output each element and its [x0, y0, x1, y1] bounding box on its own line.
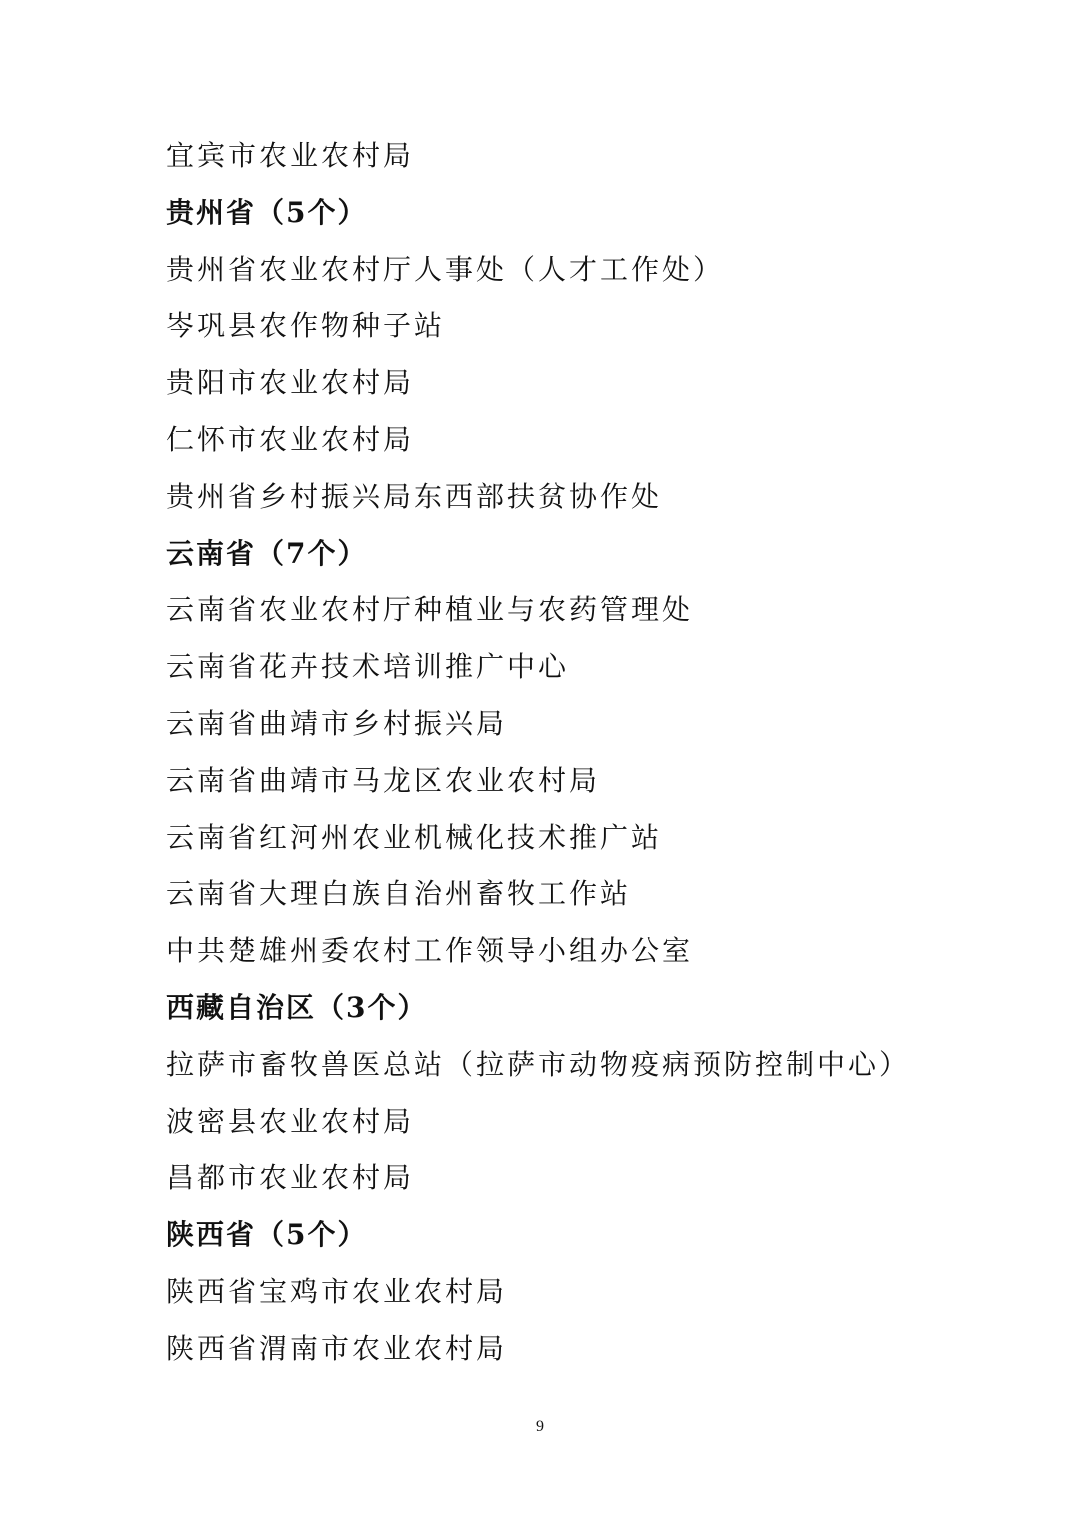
organization-entry: 波密县农业农村局	[166, 1105, 415, 1138]
province-heading: 西藏自治区（3个）	[166, 991, 428, 1024]
organization-entry: 云南省曲靖市马龙区农业农村局	[166, 764, 601, 797]
organization-entry: 云南省红河州农业机械化技术推广站	[166, 821, 663, 854]
organization-entry: 中共楚雄州委农村工作领导小组办公室	[166, 934, 694, 967]
organization-entry: 贵阳市农业农村局	[166, 366, 415, 399]
province-heading: 贵州省（5个）	[166, 196, 368, 229]
organization-entry: 拉萨市畜牧兽医总站（拉萨市动物疫病预防控制中心）	[166, 1048, 911, 1081]
organization-entry: 陕西省渭南市农业农村局	[166, 1332, 508, 1365]
organization-entry: 云南省花卉技术培训推广中心	[166, 650, 570, 683]
organization-entry: 仁怀市农业农村局	[166, 423, 415, 456]
province-heading: 云南省（7个）	[166, 537, 368, 570]
organization-entry: 云南省大理白族自治州畜牧工作站	[166, 877, 632, 910]
organization-entry: 宜宾市农业农村局	[166, 139, 415, 172]
organization-entry: 贵州省农业农村厅人事处（人才工作处）	[166, 253, 725, 286]
organization-entry: 陕西省宝鸡市农业农村局	[166, 1275, 508, 1308]
organization-entry: 岑巩县农作物种子站	[166, 309, 446, 342]
organization-entry: 贵州省乡村振兴局东西部扶贫协作处	[166, 480, 663, 513]
organization-entry: 昌都市农业农村局	[166, 1161, 415, 1194]
organization-entry: 云南省农业农村厅种植业与农药管理处	[166, 593, 694, 626]
province-heading: 陕西省（5个）	[166, 1218, 368, 1251]
page-number: 9	[536, 1418, 544, 1435]
organization-entry: 云南省曲靖市乡村振兴局	[166, 707, 508, 740]
